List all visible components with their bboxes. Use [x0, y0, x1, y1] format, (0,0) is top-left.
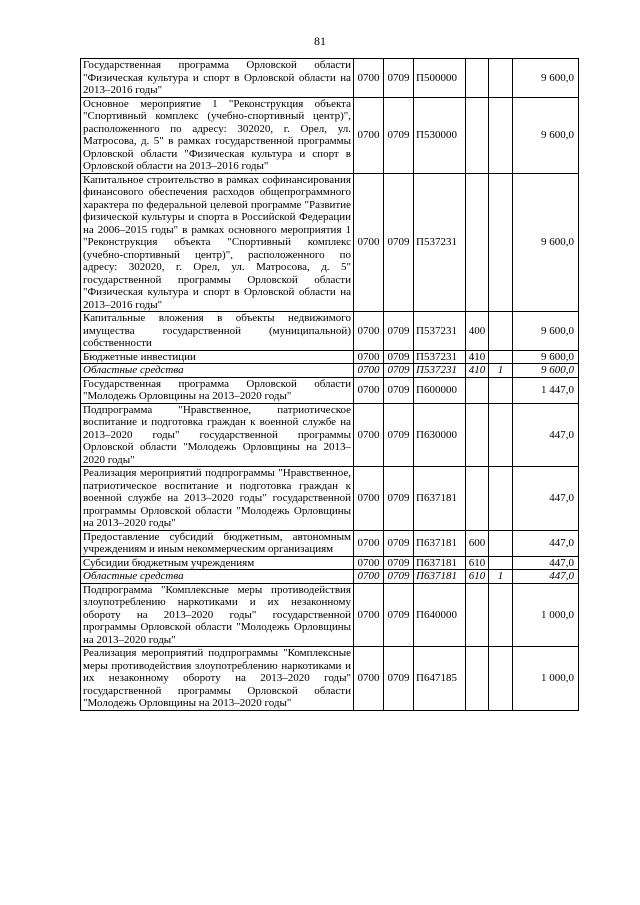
subsection-code: 0709 — [384, 173, 414, 312]
row-name: Капитальное строительство в рамках софинансирования финансового обеспечения расходов общепрограммного характера по федеральной целевой программе "Развитие физической культуры и спорта в Российской Федерации на 2006–2015 годы" в рамках основного мероприятия 1 "Реконструкция объекта "Спортивный комплекс (учебно-спортивный центр)", расположенного по адресу: 302020, г. Орел, ул. Матросова, д. 5" государственной программы Орловской области "Физическая культура и спорт в Орловской области на 2013–2016 годы" — [81, 173, 354, 312]
amount: 1 000,0 — [513, 647, 579, 711]
expense-type-code: 400 — [466, 312, 489, 351]
subsection-code: 0709 — [384, 377, 414, 403]
row-name: Областные средства — [81, 570, 354, 584]
section-code: 0700 — [354, 97, 384, 173]
amount: 9 600,0 — [513, 364, 579, 378]
funding-source-code — [489, 173, 513, 312]
subsection-code: 0709 — [384, 364, 414, 378]
target-article-code: П647185 — [414, 647, 466, 711]
amount: 447,0 — [513, 556, 579, 570]
amount: 9 600,0 — [513, 59, 579, 98]
page-number: 81 — [314, 34, 326, 48]
funding-source-code — [489, 583, 513, 647]
funding-source-code — [489, 530, 513, 556]
subsection-code: 0709 — [384, 530, 414, 556]
funding-source-code — [489, 350, 513, 364]
funding-source-code — [489, 403, 513, 467]
funding-source-code — [489, 647, 513, 711]
target-article-code: П537231 — [414, 173, 466, 312]
subsection-code: 0709 — [384, 467, 414, 531]
row-name: Подпрограмма "Комплексные меры противодействия злоупотреблению наркотиками и их незаконному обороту на 2013–2020 годы" государственной программы Орловской области "Молодежь Орловщины на 2013–2020 годы" — [81, 583, 354, 647]
funding-source-code — [489, 97, 513, 173]
subsection-code: 0709 — [384, 647, 414, 711]
expense-type-code — [466, 59, 489, 98]
table-row — [81, 570, 579, 584]
subsection-code: 0709 — [384, 59, 414, 98]
amount: 447,0 — [513, 403, 579, 467]
table-row — [81, 403, 579, 467]
table-row — [81, 350, 579, 364]
table-row — [81, 97, 579, 173]
target-article-code: П537231 — [414, 364, 466, 378]
amount: 447,0 — [513, 467, 579, 531]
row-name: Предоставление субсидий бюджетным, автономным учреждениям и иным некоммерческим организациям — [81, 530, 354, 556]
expense-type-code — [466, 173, 489, 312]
target-article-code: П530000 — [414, 97, 466, 173]
section-code: 0700 — [354, 312, 384, 351]
amount: 9 600,0 — [513, 97, 579, 173]
section-code: 0700 — [354, 173, 384, 312]
table-row — [81, 530, 579, 556]
row-name: Реализация мероприятий подпрограммы "Нравственное, патриотическое воспитание и подготовка граждан к военной службе на 2013–2020 годы" государственной программы Орловской области "Молодежь Орловщины на 2013–2020 годы" — [81, 467, 354, 531]
row-name: Бюджетные инвестиции — [81, 350, 354, 364]
section-code: 0700 — [354, 377, 384, 403]
funding-source-code — [489, 467, 513, 531]
amount: 9 600,0 — [513, 312, 579, 351]
section-code: 0700 — [354, 583, 384, 647]
amount: 9 600,0 — [513, 350, 579, 364]
table-row — [81, 647, 579, 711]
budget-table — [80, 58, 579, 711]
row-name: Государственная программа Орловской области "Молодежь Орловщины на 2013–2020 годы" — [81, 377, 354, 403]
expense-type-code — [466, 583, 489, 647]
row-name: Реализация мероприятий подпрограммы "Комплексные меры противодействия злоупотреблению наркотиками и их незаконному обороту на 2013–2020 годы" государственной программы Орловской области "Молодежь Орловщины на 2013–2020 годы" — [81, 647, 354, 711]
amount: 447,0 — [513, 570, 579, 584]
section-code: 0700 — [354, 403, 384, 467]
subsection-code: 0709 — [384, 350, 414, 364]
table-row — [81, 377, 579, 403]
target-article-code: П637181 — [414, 467, 466, 531]
section-code: 0700 — [354, 556, 384, 570]
expense-type-code: 610 — [466, 556, 489, 570]
table-row — [81, 312, 579, 351]
target-article-code: П637181 — [414, 570, 466, 584]
funding-source-code — [489, 556, 513, 570]
amount: 1 000,0 — [513, 583, 579, 647]
section-code: 0700 — [354, 364, 384, 378]
table-row — [81, 59, 579, 98]
target-article-code: П500000 — [414, 59, 466, 98]
expense-type-code: 410 — [466, 350, 489, 364]
target-article-code: П637181 — [414, 556, 466, 570]
target-article-code: П637181 — [414, 530, 466, 556]
section-code: 0700 — [354, 467, 384, 531]
amount: 447,0 — [513, 530, 579, 556]
row-name: Субсидии бюджетным учреждениям — [81, 556, 354, 570]
section-code: 0700 — [354, 570, 384, 584]
row-name: Областные средства — [81, 364, 354, 378]
row-name: Подпрограмма "Нравственное, патриотическое воспитание и подготовка граждан к военной службе на 2013–2020 годы" государственной программы Орловской области "Молодежь Орловщины на 2013–2020 годы" — [81, 403, 354, 467]
funding-source-code — [489, 377, 513, 403]
subsection-code: 0709 — [384, 312, 414, 351]
subsection-code: 0709 — [384, 403, 414, 467]
funding-source-code: 1 — [489, 364, 513, 378]
target-article-code: П600000 — [414, 377, 466, 403]
target-article-code: П537231 — [414, 350, 466, 364]
target-article-code: П537231 — [414, 312, 466, 351]
funding-source-code — [489, 312, 513, 351]
table-row — [81, 364, 579, 378]
subsection-code: 0709 — [384, 97, 414, 173]
expense-type-code: 600 — [466, 530, 489, 556]
funding-source-code: 1 — [489, 570, 513, 584]
table-row — [81, 173, 579, 312]
section-code: 0700 — [354, 647, 384, 711]
expense-type-code — [466, 467, 489, 531]
table-row — [81, 467, 579, 531]
expense-type-code — [466, 403, 489, 467]
table-row — [81, 583, 579, 647]
target-article-code: П630000 — [414, 403, 466, 467]
expense-type-code: 410 — [466, 364, 489, 378]
subsection-code: 0709 — [384, 570, 414, 584]
subsection-code: 0709 — [384, 556, 414, 570]
section-code: 0700 — [354, 59, 384, 98]
section-code: 0700 — [354, 530, 384, 556]
target-article-code: П640000 — [414, 583, 466, 647]
expense-type-code — [466, 377, 489, 403]
amount: 1 447,0 — [513, 377, 579, 403]
row-name: Основное мероприятие 1 "Реконструкция объекта "Спортивный комплекс (учебно-спортивный центр)", расположенного по адресу: 302020, г. Орел, ул. Матросова, д. 5" в рамках государственной программы Орловской области "Физическая культура и спорт в Орловской области на 2013–2016 годы" — [81, 97, 354, 173]
funding-source-code — [489, 59, 513, 98]
section-code: 0700 — [354, 350, 384, 364]
row-name: Капитальные вложения в объекты недвижимого имущества государственной (муниципальной) собственности — [81, 312, 354, 351]
row-name: Государственная программа Орловской области "Физическая культура и спорт в Орловской области на 2013–2016 годы" — [81, 59, 354, 98]
amount: 9 600,0 — [513, 173, 579, 312]
expense-type-code — [466, 647, 489, 711]
table-row — [81, 556, 579, 570]
subsection-code: 0709 — [384, 583, 414, 647]
expense-type-code: 610 — [466, 570, 489, 584]
expense-type-code — [466, 97, 489, 173]
